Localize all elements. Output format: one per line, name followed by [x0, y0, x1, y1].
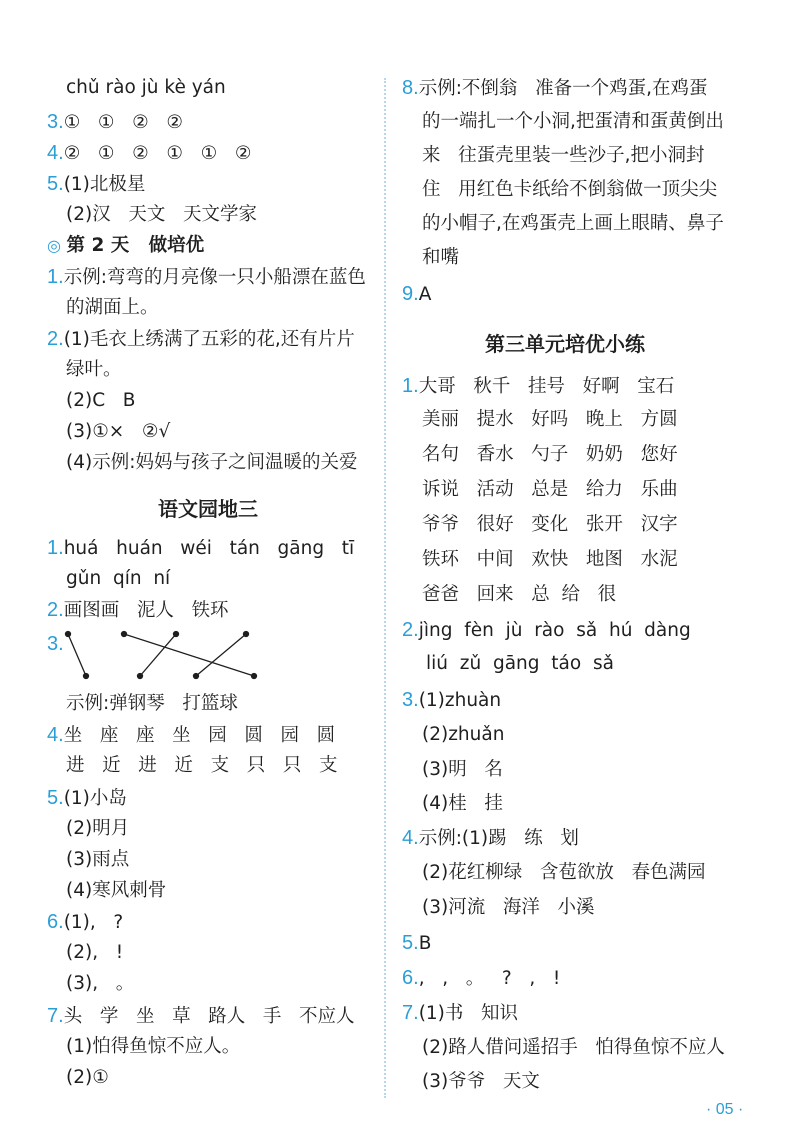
- answer-4: 4.示例:(1)踢 练 划: [402, 827, 579, 849]
- question-number: 3.: [402, 689, 419, 711]
- double-circle-icon: ◎: [47, 236, 67, 255]
- answer-8: 8.示例:不倒翁 准备一个鸡蛋,在鸡蛋: [402, 77, 708, 99]
- answer-line: (2)明月: [66, 818, 130, 839]
- answer-line: (2)①: [66, 1067, 109, 1088]
- answer-3: 3.① ① ② ②: [47, 111, 183, 133]
- answer-line: 进 近 进 近 支 只 只 支: [66, 755, 338, 776]
- answer-line: 示例:弹钢琴 打篮球: [66, 693, 238, 714]
- answer-line: (4)示例:妈妈与孩子之间温暖的关爱: [66, 452, 358, 473]
- answer-6: 6.(1), ?: [47, 911, 124, 933]
- answer-7: 7.头 学 坐 草 路人 手 不应人: [47, 1005, 355, 1027]
- answer-9: 9.A: [402, 283, 432, 305]
- answer-3: 3.(1)zhuàn: [402, 689, 502, 711]
- answer-1: 1.大哥 秋千 挂号 好啊 宝石: [402, 375, 675, 397]
- question-number: 1.: [47, 266, 64, 288]
- question-number: 9.: [402, 283, 419, 305]
- answer-line: (3)河流 海洋 小溪: [422, 897, 595, 918]
- question-number: 4.: [47, 142, 64, 164]
- answer-2: 2.jìng fèn jù rào sǎ hú dàng: [402, 619, 691, 641]
- section-title: 第三单元培优小练: [485, 332, 645, 356]
- answer-line: (3)爷爷 天文: [422, 1071, 540, 1092]
- question-number: 6.: [402, 967, 419, 989]
- question-number: 5.: [47, 173, 64, 195]
- answer-line: 住 用红色卡纸给不倒翁做一顶尖尖: [422, 179, 718, 200]
- answer-line: 美丽 提水 好吗 晚上 方圆: [422, 409, 678, 430]
- question-number: 1.: [47, 537, 64, 559]
- answer-line: 铁环 中间 欢快 地图 水泥: [422, 549, 678, 570]
- answer-7: 7.(1)书 知识: [402, 1002, 519, 1024]
- matching-lines-diagram: [58, 628, 258, 684]
- answer-line: 绿叶。: [66, 359, 122, 380]
- answer-line: (3)雨点: [66, 849, 130, 870]
- answer-line: (2)路人借问遥招手 怕得鱼惊不应人: [422, 1037, 725, 1058]
- answer-2: 2.画图画 泥人 铁环: [47, 599, 229, 621]
- answer-line: (3)①× ②√: [66, 421, 171, 442]
- answer-5: 5.B: [402, 932, 432, 954]
- question-number: 7.: [47, 1005, 64, 1027]
- question-number: 4.: [402, 827, 419, 849]
- section-title: 语文园地三: [158, 497, 258, 521]
- pinyin-line: liú zǔ gāng táo sǎ: [426, 653, 614, 674]
- answer-line: 的湖面上。: [66, 297, 159, 318]
- answer-line: 名句 香水 勺子 奶奶 您好: [422, 444, 678, 465]
- question-number: 4.: [47, 724, 64, 746]
- question-number: 5.: [402, 932, 419, 954]
- answer-line: 爸爸 回来 总 给 很: [422, 584, 617, 605]
- question-number: 6.: [47, 911, 64, 933]
- answer-line: (2)C B: [66, 390, 136, 411]
- page-number: · 05 ·: [706, 1101, 744, 1118]
- question-number: 2.: [47, 599, 64, 621]
- answer-2: 2.(1)毛衣上绣满了五彩的花,还有片片: [47, 328, 355, 350]
- answer-6: 6., , 。 ? , !: [402, 967, 561, 989]
- question-number: 8.: [402, 77, 419, 99]
- answer-line: (2), !: [66, 942, 124, 963]
- question-number: 2.: [402, 619, 419, 641]
- answer-line: 和嘴: [422, 247, 460, 268]
- answer-line: (3), 。: [66, 973, 135, 994]
- question-number: 3.: [47, 633, 64, 655]
- answer-1: 1.huá huán wéi tán gāng tī: [47, 537, 355, 559]
- answer-4: 4.坐 座 座 坐 园 圆 园 圆: [47, 724, 336, 746]
- answer-line: 爷爷 很好 变化 张开 汉字: [422, 514, 678, 535]
- answer-line: (2)汉 天文 天文学家: [66, 204, 257, 225]
- answer-4: 4.② ① ② ① ① ②: [47, 142, 252, 164]
- column-divider: [384, 78, 386, 1098]
- question-number: 3.: [47, 111, 64, 133]
- answer-line: (1)怕得鱼惊不应人。: [66, 1036, 241, 1057]
- answer-5: 5.(1)小岛: [47, 787, 127, 809]
- pinyin-line: gǔn qín ní: [66, 568, 171, 589]
- answer-line: (2)花红柳绿 含苞欲放 春色满园: [422, 862, 706, 883]
- answer-5: 5.(1)北极星: [47, 173, 146, 195]
- pinyin-line: chǔ rào jù kè yán: [66, 77, 226, 98]
- answer-1: 1.示例:弯弯的月亮像一只小船漂在蓝色: [47, 266, 366, 288]
- answer-line: (3)明 名: [422, 759, 503, 780]
- section-subheading: ◎ 第 2 天 做培优: [47, 235, 205, 256]
- question-number: 1.: [402, 375, 419, 397]
- answer-line: 的小帽子,在鸡蛋壳上画上眼睛、鼻子: [422, 213, 724, 234]
- answer-line: (4)寒风刺骨: [66, 880, 167, 901]
- answer-line: 来 往蛋壳里装一些沙子,把小洞封: [422, 145, 705, 166]
- question-number: 5.: [47, 787, 64, 809]
- answer-line: 诉说 活动 总是 给力 乐曲: [422, 479, 678, 500]
- question-number: 7.: [402, 1002, 419, 1024]
- answer-line: 的一端扎一个小洞,把蛋清和蛋黄倒出: [422, 111, 724, 132]
- question-number: 2.: [47, 328, 64, 350]
- answer-line: (2)zhuǎn: [422, 724, 505, 745]
- answer-line: (4)桂 挂: [422, 793, 503, 814]
